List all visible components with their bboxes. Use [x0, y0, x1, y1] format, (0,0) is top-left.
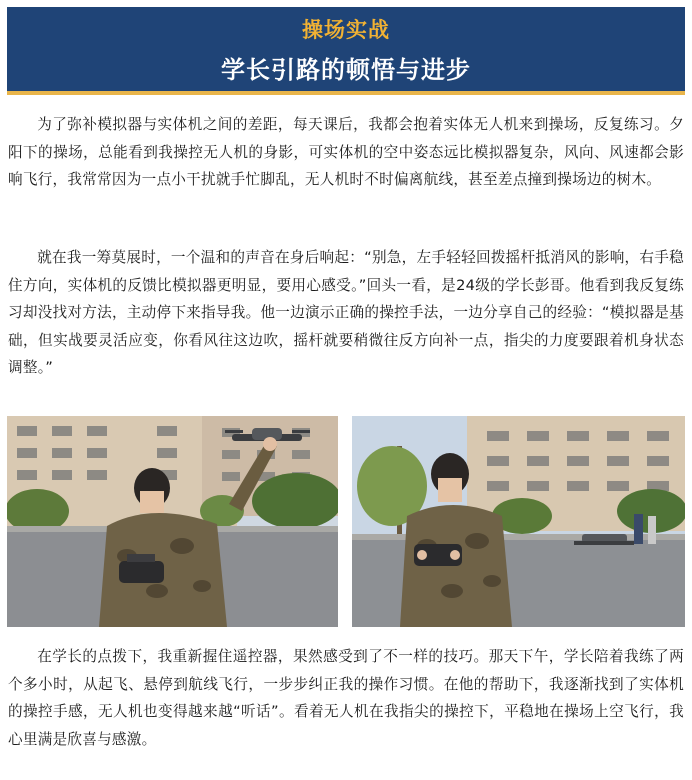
paragraph-progress: 在学长的点拨下，我重新握住遥控器，果然感受到了不一样的技巧。那天下午，学长陪着我练了两个多小时，从起飞、悬停到航线飞行，一步步纠正我的操作习惯。在他的帮助下，我逐渐找到了实体机的操控手感，无人机也变得越来越“听话”。看着无人机在我指尖的操控下，平稳地在操场上空飞行，我心里满是欣喜与感激。	[8, 648, 684, 748]
section-title: 操场实战	[302, 18, 390, 42]
photo-student-with-controller	[352, 416, 685, 627]
photo-student-launching-drone	[7, 416, 338, 627]
paragraph-senior-guidance: 就在我一筹莫展时，一个温和的声音在身后响起：“别急，左手轻轻回拨摇杆抵消风的影响，右手稳住方向，实体机的反馈比模拟器更明显，要用心感受。”回头一看，是24级的学长彭哥。他看到我反复练习却没找对方法，主动停下来指导我。他一边演示正确的操控手法，一边分享自己的经验：“模拟器是基础，但实战要灵活应变，你看风往这边吹，摇杆就要稍微往反方向补一点，指尖的力度要跟着机身状态调整。”	[8, 249, 684, 376]
student-holding-drone-photo	[7, 416, 338, 627]
student-with-remote-controller-photo	[352, 416, 685, 627]
page-title: 学长引路的顿悟与进步	[221, 56, 471, 84]
header-accent-bar	[7, 91, 685, 95]
paragraph-practice: 为了弥补模拟器与实体机之间的差距，每天课后，我都会抱着实体无人机来到操场，反复练习。夕阳下的操场，总能看到我操控无人机的身影，可实体机的空中姿态远比模拟器复杂，风向、风速都会影响飞行，我常常因为一点小干扰就手忙脚乱，无人机时不时偏离航线，甚至差点撞到操场边的树木。	[8, 116, 684, 188]
